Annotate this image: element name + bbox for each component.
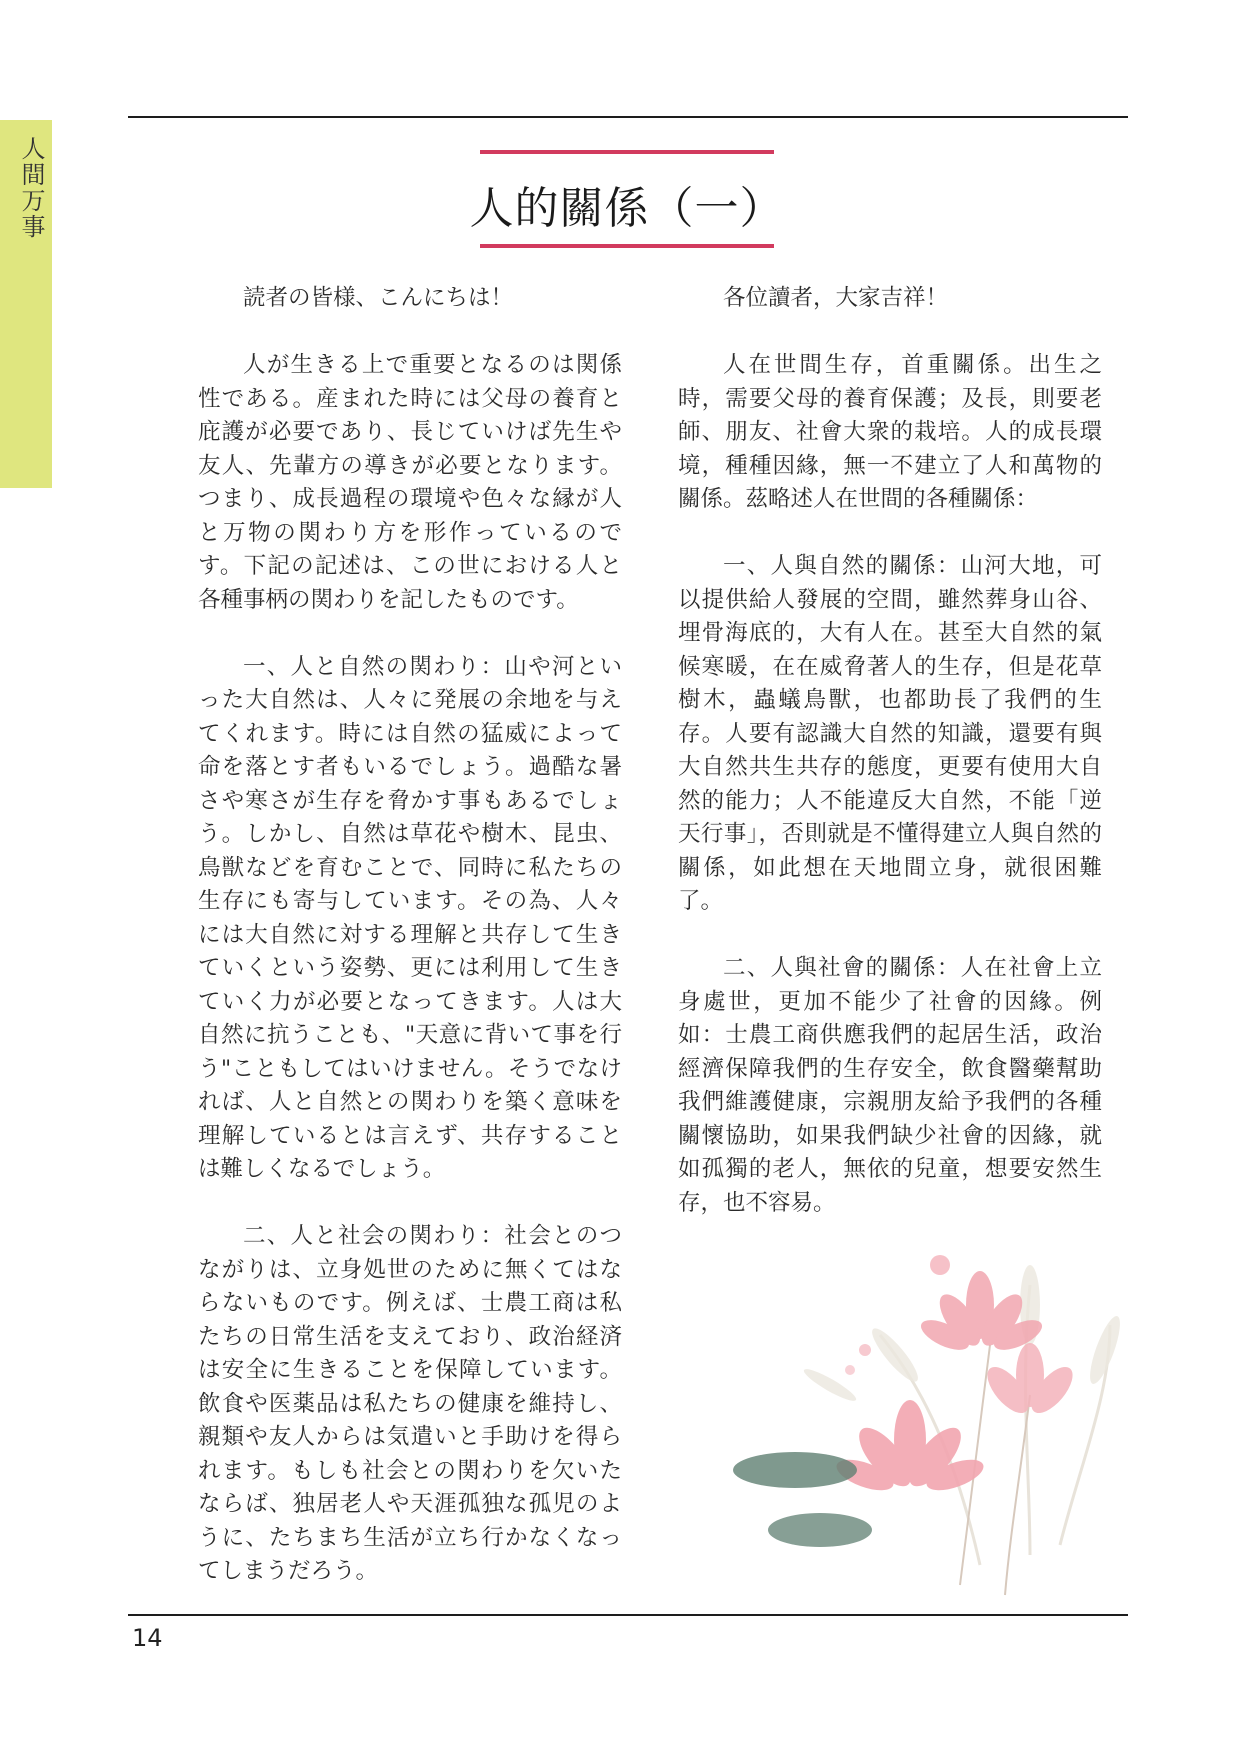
section-side-tab <box>0 120 52 488</box>
chinese-section-nature: 一、人與自然的關係：山河大地，可以提供給人發展的空間，雖然葬身山谷、埋骨海底的，大有人在。甚至大自然的氣候寒暖，在在威脅著人的生存，但是花草樹木，蟲蟻鳥獸，也都助長了我們的生存。人要有認識大自然的知識，還要有與大自然共生共存的態度，更要有使用大自然的能力；人不能違反大自然，不能「逆天行事」，否則就是不懂得建立人與自然的關係，如此想在天地間立身，就很困難了。 <box>678 553 1102 914</box>
title-accent-bar-top <box>480 150 774 154</box>
chinese-column <box>678 282 1102 1254</box>
chinese-intro: 人在世間生存，首重關係。出生之時，需要父母的養育保護；及長，則要老師、朋友、社會大衆的栽培。人的成長環境，種種因緣，無一不建立了人和萬物的關係。茲略述人在世間的各種關係： <box>678 352 1102 512</box>
japanese-section-society: 二、人と社会の関わり：社会とのつながりは、立身処世のために無くてはならないものです。例えば、士農工商は私たちの日常生活を支えており、政治経済は安全に生きることを保障しています。飲食や医薬品は私たちの健康を維持し、親類や友人からは気遣いと手助けを得られます。もしも社会との関わりを欠いたならば、独居老人や天涯孤独な孤児のように、たちまち生活が立ち行かなくなってしまうだろう。 <box>198 1223 622 1584</box>
footer-rule <box>128 1614 1128 1616</box>
japanese-greeting: 読者の皆様、こんにちは！ <box>243 285 514 311</box>
japanese-intro: 人が生きる上で重要となるのは関係性である。産まれた時には父母の養育と庇護が必要であり、長じていけば先生や友人、先輩方の導きが必要となります。つまり、成長過程の環境や色々な縁が人と万物の関わり方を形作っているのです。下記の記述は、この世における人と各種事柄の関わりを記したものです。 <box>198 352 622 613</box>
japanese-column <box>198 282 622 1622</box>
chinese-greeting: 各位讀者，大家吉祥！ <box>723 285 949 311</box>
chinese-section-society: 二、人與社會的關係：人在社會上立身處世，更加不能少了社會的因緣。例如：士農工商供應我們的起居生活，政治經濟保障我們的生存安全，飲食醫藥幫助我們維護健康，宗親朋友給予我們的各種關懷協助，如果我們缺少社會的因緣，就如孤獨的老人，無依的兒童，想要安然生存，也不容易。 <box>678 955 1102 1216</box>
section-tab-label: 人間万事 <box>17 136 45 240</box>
title-accent-bar-bottom <box>480 244 774 248</box>
japanese-section-nature: 一、人と自然の関わり：山や河といった大自然は、人々に発展の余地を与えてくれます。時には自然の猛威によって命を落とす者もいるでしょう。過酷な暑さや寒さが生存を脅かす事もあるでしょう。しかし、自然は草花や樹木、昆虫、鳥獣などを育むことで、同時に私たちの生存にも寄与しています。その為、人々には大自然に対する理解と共存して生きていくという姿勢、更には利用して生きていく力が必要となってきます。人は大自然に抗うことも、"天意に背いて事を行う"こともしてはいけません。そうでなければ、人と自然との関わりを築く意味を理解しているとは言えず、共存することは難しくなるでしょう。 <box>198 653 622 1182</box>
page-number: 14 <box>132 1624 163 1652</box>
page-title: 人的關係（一） <box>469 183 785 234</box>
header-rule <box>128 116 1128 118</box>
lotus-illustration <box>730 1225 1130 1610</box>
